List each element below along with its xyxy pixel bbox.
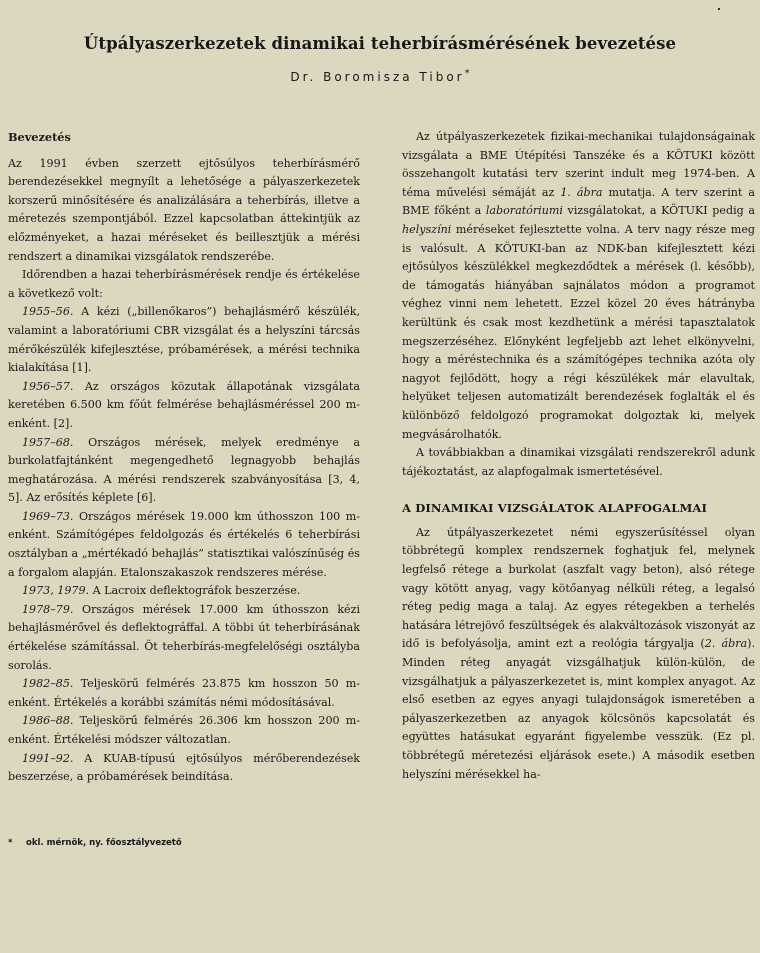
article-title: Útpályaszerkezetek dinamikai teherbírásmérésének bevezetése <box>83 34 677 53</box>
chronology-intro: Időrendben a hazai teherbírásmérések rendje és értékelése a következő volt: <box>8 268 360 300</box>
footnote-text: okl. mérnök, ny. főosztályvezető <box>26 838 182 848</box>
author-line <box>0 68 760 84</box>
chronology-item: 1982–85. Teljeskörű felmérés 23.875 km hosszon 50 m-enként. Értékelés a korábbi számítás némi módosításával. <box>8 677 360 709</box>
left-column <box>8 128 360 787</box>
chronology-item: 1978–79. Országos mérések 17.000 km úthosszon kézi behajlásmérővel és deflektográffal. A többi út teherbírásának értékelése számítással. Öt teherbírás-megfelelőségi osztályba sorolás. <box>8 602 360 672</box>
chronology-item: 1955–56. A kézi („billenőkaros”) behajlásmérő készülék, valamint a laboratóriumi CBR vizsgálat és a helyszíni tárcsás mérőkészülék kifejlesztése, próbamérések, a mérési technika kialakítása [1]. <box>8 305 360 375</box>
right-column <box>402 128 755 784</box>
chronology-item: 1956–57. Az országos közutak állapotának vizsgálata keretében 6.500 km főút felmérése behajlásméréssel 200 m-enként. [2]. <box>8 379 360 430</box>
research-paragraph: Az útpályaszerkezetek fizikai-mechanikai tulajdonságainak vizsgálata a BME Útépítési Tanszéke és a KÖTUKI között összehangolt kutatási terv szerint indult meg 1974-ben. A téma művelési sémáját az 1. ábra mutatja. A terv szerint a BME főként a laboratóriumi vizsgálatokat, a KÖTUKI pedig a helyszíni méréseket fejlesztette volna. A terv nagy része meg is valósult. A KÖTUKI-ban az NDK-ban kifejlesztett kézi ejtősúlyos készülékkel megkezdődtek a mérések (l. később), de támogatás hiányában sajnálatos módon a programot véghez vinni nem lehetett. Ezzel közel 20 éves hátrányba kerültünk és csak most kezdhetünk a mérési tapasztalatok megszerzéséhez. Előnyként legfeljebb azt lehet elkönyvelni, hogy a méréstechnika és a számítógépes technika azóta oly nagyot fejlődött, hogy a régi készülékek már elavultak, helyüket teljesen automatizált berendezések foglalták el és különböző feldolgozó programokat dolgoztak ki, melyek megvásárolhatók. <box>402 130 755 441</box>
footnote-mark: * <box>8 838 13 848</box>
fundamentals-paragraph: Az útpályaszerkezetet némi egyszerűsítéssel olyan többrétegű komplex rendszernek foghatjuk fel, melynek legfelső rétege a burkolat (aszfalt vagy beton), alsó rétege vagy kötött anyag, vagy kötőanyag nélküli réteg, a legalsó réteg pedig maga a talaj. Az egyes rétegekben a terhelés hatására létrejövő feszültségek és alakváltozások viszonyát az idő is befolyásolja, amint ezt a reológia tárgyalja (2. ábra). Minden réteg anyagát vizsgálhatjuk külön-külön, de vizsgálhatjuk a pályaszerkezetet is, mint komplex anyagot. Az első esetben az egyes anyagi tulajdonságok ismeretében a pályaszerkezetben az anyagok kölcsönös kapcsolatát és együttes hatásukat egyaránt figyelembe vesszük. (Ez pl. többrétegű méretezési eljárások esete.) A második esetben helyszíni mérésekkel ha- <box>402 525 755 781</box>
section-heading-fundamentals: A DINAMIKAI VIZSGÁLATOK ALAPFOGALMAI <box>402 501 708 516</box>
chronology-item: 1957–68. Országos mérések, melyek eredménye a burkolatfajtánként megengedhető legnagyobb behajlás meghatározása. A mérési rendszerek szabványosítása [3, 4, 5]. Az erősítés képlete [6]. <box>8 435 360 505</box>
chronology-item: 1991–92. A KUAB-típusú ejtősúlyos mérőberendezések beszerzése, a próbamérések beindítása. <box>8 751 360 784</box>
footnote <box>8 838 360 848</box>
overview-paragraph: A továbbiakban a dinamikai vizsgálati rendszerekről adunk tájékoztatást, az alapfogalmak ismertetésével. <box>402 446 755 478</box>
author-footnote-mark: * <box>464 68 470 79</box>
author-name: Dr. Boromisza Tibor <box>290 70 465 84</box>
scan-speck <box>718 8 720 10</box>
chronology-item: 1986–88. Teljeskörű felmérés 26.306 km hosszon 200 m-enként. Értékelési módszer változatlan. <box>8 714 360 746</box>
chronology-item: 1969–73. Országos mérések 19.000 km úthosszon 100 m-enként. Számítógépes feldolgozás és értékelés 6 teherbírási osztályban a „mértékadó behajlás” statisztikai valószínűség és a forgalom alapján. Etalonszakaszok rendszeres mérése. <box>8 509 360 579</box>
section-heading-intro: Bevezetés <box>8 130 71 144</box>
chronology-item: 1973, 1979. A Lacroix deflektográfok beszerzése. <box>22 584 301 598</box>
intro-paragraph: Az 1991 évben szerzett ejtősúlyos teherbírásmérő berendezésekkel megnyílt a lehetősége a pályaszerkezetek korszerű minősítésére és analizálására a teherbírás, illetve a méretezés szempontjából. Ezzel kapcsolatban áttekintjük az előzményeket, a hazai méréseket és beillesztjük a mérési rendszert a dinamikai vizsgálatok rendszerébe. <box>8 156 360 263</box>
